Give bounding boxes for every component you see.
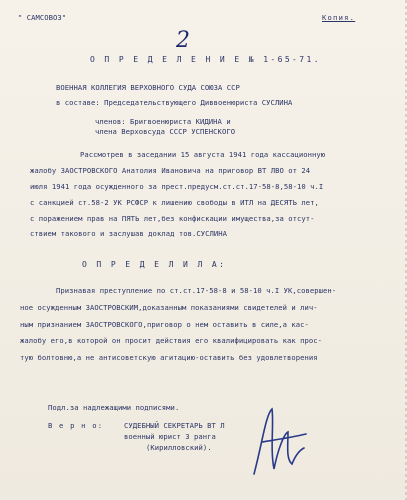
body-line: жалобу ЗАОСТРОВСКОГО Анатолия Ивановича на приговор ВТ ЛВО от 24 [30, 166, 311, 175]
decision-line: Признавая преступление по ст.ст.17-58-8 и 58-10 ч.I УК,совершен- [56, 286, 337, 295]
document-title: О П Р Е Д Е Л Е Н И Е № 1-65-71. [90, 55, 321, 64]
decision-line: ное осужденным ЗАОСТРОВСКИМ,доказанным показаниями свидетелей и лич- [20, 303, 318, 312]
decision-line: ным признанием ЗАОСТРОВСКОГО,приговор о нем оставить в силе,а кас- [20, 320, 309, 329]
body-line: июля 1941 года осужденного за прест.предусм.ст.ст.17-58-8,58-10 ч.I [30, 182, 324, 191]
members-line: членов: Бригвоенюриста КИДИНА и [95, 117, 231, 126]
handwritten-signature [244, 404, 314, 484]
decision-line: тую болтовню,а не антисоветскую агитацию-оставить без удовлетворения [20, 353, 318, 362]
composition-line: в составе: Председательствующего Диввоенюриста СУСЛИНА [56, 98, 293, 107]
body-line: с санкцией ст.58-2 УК РСФСР к лишению свободы в ИТЛ на ДЕСЯТЬ лет, [30, 198, 319, 207]
members-line-2: члена Верховсуда СССР УСПЕНСКОГО [95, 127, 236, 136]
court-name: ВОЕННАЯ КОЛЛЕГИЯ ВЕРХОВНОГО СУДА СОЮЗА ССР [56, 83, 240, 92]
secretary-title: СУДЕБНЫЙ СЕКРЕТАРЬ ВТ Л [124, 421, 225, 430]
signed-note: Подл.за надлежащими подписями. [48, 403, 180, 412]
body-line: с поражением прав на ПЯТЬ лет,без конфискации имущества,за отсут- [30, 214, 315, 223]
body-line: Рассмотрев в заседании 15 августа 1941 года кассационную [80, 150, 326, 159]
body-line: ствием такового и заслушав доклад тов.СУСЛИНА [30, 229, 227, 238]
org-name: " САМСОВОЗ" [18, 13, 67, 22]
secretary-name: (Кирилловский). [146, 443, 212, 452]
copy-mark: Копия. [322, 13, 356, 22]
secretary-rank: военный юрист 3 ранга [124, 432, 216, 441]
handwritten-number: 2 [176, 28, 190, 53]
decision-line: жалобу его,в которой он просит действия его квалифицировать как прос- [20, 336, 323, 345]
section-heading: О П Р Е Д Е Л И Л А: [82, 260, 227, 269]
verno-label: В е р н о: [48, 421, 104, 430]
